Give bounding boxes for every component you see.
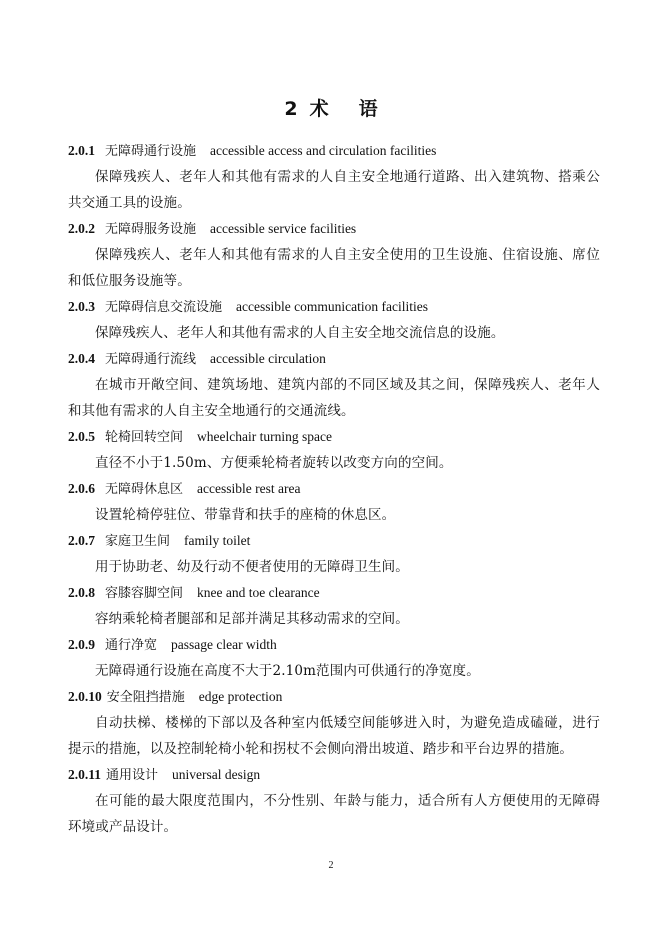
- chapter-title-part1: 术: [309, 98, 329, 120]
- term-definition: 自动扶梯、楼梯的下部以及各种室内低矮空间能够进入时，为避免造成磕碰，进行提示的措施，以及控制轮椅小轮和拐杖不会侧向滑出坡道、踏步和平台边界的措施。: [68, 715, 600, 757]
- term-heading: [68, 138, 600, 164]
- term-entry: [68, 632, 600, 684]
- term-number: 2.0.4: [68, 351, 95, 366]
- page-number: 2: [328, 860, 334, 871]
- term-definition: 容纳乘轮椅者腿部和足部并满足其移动需求的空间。: [95, 611, 409, 627]
- term-english: wheelchair turning space: [197, 429, 332, 444]
- term-definition: 保障残疾人、老年人和其他有需求的人自主安全地通行道路、出入建筑物、搭乘公共交通工具的设施。: [68, 169, 600, 211]
- term-number: 2.0.2: [68, 221, 95, 236]
- term-entry: [68, 138, 600, 216]
- term-english: universal design: [172, 767, 261, 782]
- term-chinese: 无障碍通行设施: [105, 144, 197, 159]
- term-entry: [68, 580, 600, 632]
- term-entry: [68, 476, 600, 528]
- term-heading: [68, 346, 600, 372]
- term-chinese: 安全阻挡措施: [106, 690, 185, 705]
- term-entry: [68, 294, 600, 346]
- term-chinese: 无障碍休息区: [105, 482, 184, 497]
- term-number: 2.0.9: [68, 637, 95, 652]
- term-heading: [68, 580, 600, 606]
- term-definition: 用于协助老、幼及行动不便者使用的无障碍卫生间。: [95, 559, 409, 575]
- term-definition: 直径不小于1.50m、方便乘轮椅者旋转以改变方向的空间。: [95, 455, 453, 471]
- term-chinese: 家庭卫生间: [105, 534, 171, 549]
- term-chinese: 无障碍通行流线: [105, 352, 197, 367]
- term-definition: 设置轮椅停驻位、带靠背和扶手的座椅的休息区。: [95, 507, 396, 523]
- term-number: 2.0.1: [68, 143, 95, 158]
- term-entry: [68, 424, 600, 476]
- term-english: accessible circulation: [210, 351, 326, 366]
- term-definition: 在可能的最大限度范围内，不分性别、年龄与能力，适合所有人方便使用的无障碍环境或产品设计。: [68, 793, 600, 835]
- term-english: accessible communication facilities: [236, 299, 428, 314]
- term-heading: [68, 684, 600, 710]
- term-number: 2.0.5: [68, 429, 95, 444]
- term-heading: [68, 216, 600, 242]
- term-heading: [68, 476, 600, 502]
- term-english: accessible rest area: [197, 481, 301, 496]
- term-chinese: 通行净宽: [105, 638, 158, 653]
- term-chinese: 容膝容脚空间: [105, 586, 184, 601]
- term-entry: [68, 684, 600, 762]
- term-heading: [68, 762, 600, 788]
- term-definition: 保障残疾人、老年人和其他有需求的人自主安全使用的卫生设施、住宿设施、席位和低位服务设施等。: [68, 247, 600, 289]
- term-entry: [68, 762, 600, 840]
- term-definition: 在城市开敞空间、建筑场地、建筑内部的不同区域及其之间，保障残疾人、老年人和其他有需求的人自主安全地通行的交通流线。: [68, 377, 600, 419]
- term-english: edge protection: [198, 689, 283, 704]
- term-entry: [68, 346, 600, 424]
- term-number: 2.0.7: [68, 533, 95, 548]
- term-english: accessible service facilities: [210, 221, 357, 236]
- term-number: 2.0.6: [68, 481, 95, 496]
- term-english: passage clear width: [171, 637, 277, 652]
- term-entry: [68, 528, 600, 580]
- term-heading: [68, 424, 600, 450]
- terms-list: [68, 138, 600, 840]
- term-chinese: 轮椅回转空间: [105, 430, 184, 445]
- term-chinese: 无障碍信息交流设施: [105, 300, 223, 315]
- term-entry: [68, 216, 600, 294]
- term-chinese: 无障碍服务设施: [105, 222, 197, 237]
- term-heading: [68, 528, 600, 554]
- term-number: 2.0.3: [68, 299, 95, 314]
- chapter-number: 2: [284, 98, 298, 120]
- chapter-title-part2: 语: [358, 98, 378, 120]
- term-heading: [68, 294, 600, 320]
- term-number: 2.0.10: [68, 689, 102, 704]
- term-english: family toilet: [184, 533, 251, 548]
- term-heading: [68, 632, 600, 658]
- term-chinese: 通用设计: [106, 768, 159, 783]
- term-number: 2.0.11: [68, 767, 102, 782]
- term-english: knee and toe clearance: [197, 585, 320, 600]
- term-number: 2.0.8: [68, 585, 95, 600]
- term-english: accessible access and circulation facilities: [210, 143, 437, 158]
- chapter-title: [0, 94, 662, 121]
- term-definition: 无障碍通行设施在高度不大于2.10m范围内可供通行的净宽度。: [95, 663, 480, 679]
- term-definition: 保障残疾人、老年人和其他有需求的人自主安全地交流信息的设施。: [95, 325, 505, 341]
